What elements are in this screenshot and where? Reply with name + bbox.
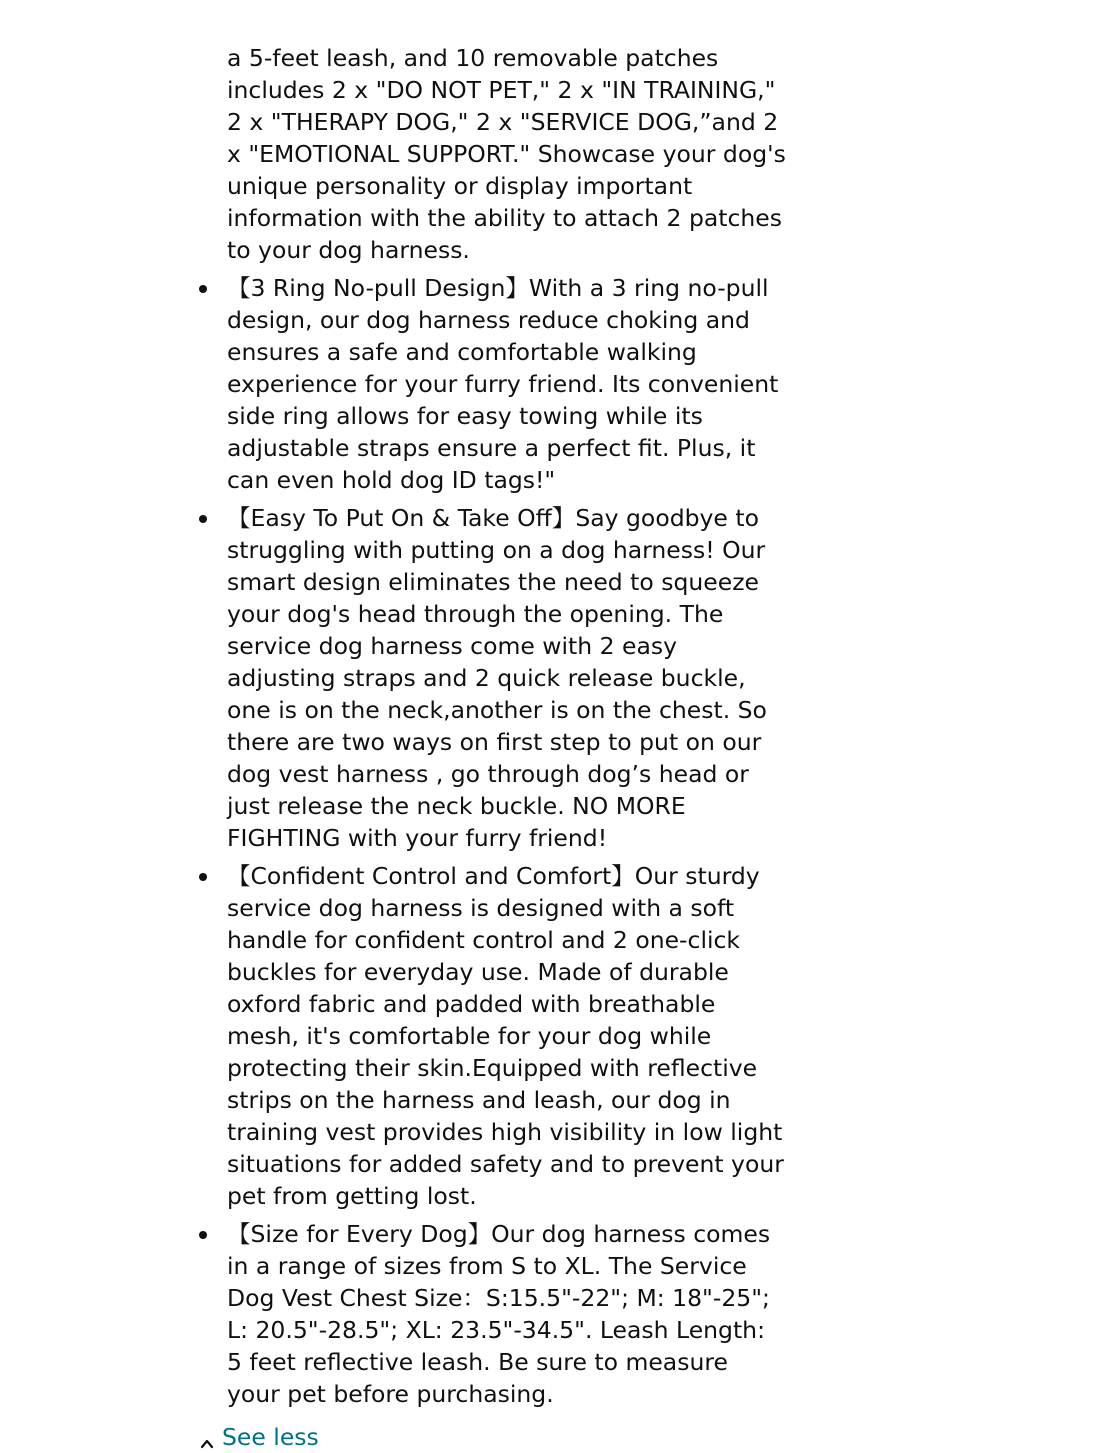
- bullet-dot-icon: [199, 515, 207, 523]
- feature-bullet-list: [227, 272, 787, 1410]
- bullet-dot-icon: [199, 285, 207, 293]
- feature-bullet: [227, 502, 787, 854]
- product-description: [227, 42, 787, 1410]
- feature-bullet: [227, 1218, 787, 1410]
- bullet-dot-icon: [199, 873, 207, 881]
- feature-bullet-text: 【Size for Every Dog】Our dog harness comes in a range of sizes from S to XL. The Service Dog Vest Chest Size：S:15.5"-22"; M: 18"-25"; L: 20.5"-28.5"; XL: 23.5"-34.5". Leash Length: 5 feet reflective leash. Be sure to measure your pet before purchasing.: [227, 1220, 771, 1408]
- see-less-link[interactable]: [200, 1421, 319, 1453]
- feature-bullet-text: 【Confident Control and Comfort】Our sturdy service dog harness is designed with a soft handle for confident control and 2 one-click buckles for everyday use. Made of durable oxford fabric and padded with breathable mesh, it's comfortable for your dog while protecting their skin.Equipped with reflective strips on the harness and leash, our dog in training vest provides high visibility in low light situations for added safety and to prevent your pet from getting lost.: [227, 862, 784, 1210]
- feature-bullet-text: 【3 Ring No-pull Design】With a 3 ring no-pull design, our dog harness reduce choking and ensures a safe and comfortable walking experience for your furry friend. Its convenient side ring allows for easy towing while its adjustable straps ensure a perfect fit. Plus, it can even hold dog ID tags!": [227, 274, 779, 494]
- bullet-dot-icon: [199, 1231, 207, 1239]
- feature-bullet: [227, 272, 787, 496]
- feature-bullet: [227, 860, 787, 1212]
- feature-bullet-text: 【Easy To Put On & Take Off】Say goodbye to struggling with putting on a dog harness! Our smart design eliminates the need to squeeze your dog's head through the opening. The service dog harness come with 2 easy adjusting straps and 2 quick release buckle, one is on the neck,another is on the chest. So there are two ways on first step to put on our dog vest harness , go through dog’s head or just release the neck buckle. NO MORE FIGHTING with your furry friend!: [227, 504, 767, 852]
- chevron-up-icon: [200, 1437, 214, 1451]
- description-intro: a 5-feet leash, and 10 removable patches includes 2 x "DO NOT PET," 2 x "IN TRAINING," 2 x "THERAPY DOG," 2 x "SERVICE DOG,”and 2 x "EMOTIONAL SUPPORT." Showcase your dog's unique personality or display important information with the ability to attach 2 patches to your dog harness.: [227, 44, 786, 264]
- see-less-label[interactable]: See less: [222, 1423, 319, 1451]
